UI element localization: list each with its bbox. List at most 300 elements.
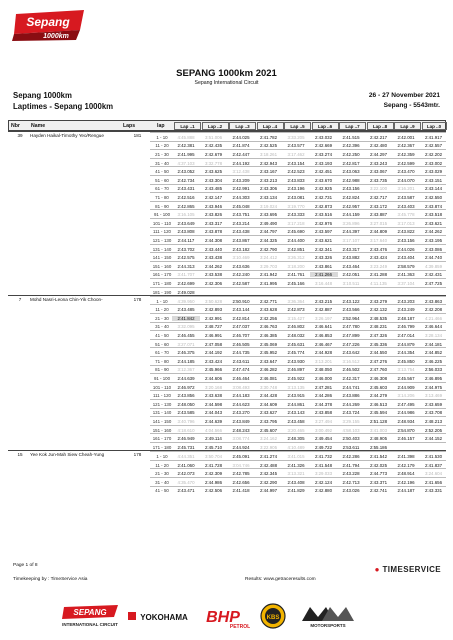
sepang-1000km-logo (10, 8, 90, 42)
lap-time-cell: 2:43.306 (259, 186, 278, 192)
lap-range: 121 - 130 (152, 401, 172, 407)
event-dates: 26 - 27 November 2021 (368, 92, 440, 99)
lap-time-cell: 2:44.852 (424, 350, 443, 356)
col-nbr: Nbr (11, 122, 20, 129)
table-row (150, 347, 446, 356)
lap-range: 71 - 80 (155, 358, 169, 364)
lap-time-cell: 2:43.052 (177, 169, 195, 175)
lap-time-cell: 2:46.949 (177, 436, 195, 442)
lap-time-cell: 2:48.934 (397, 419, 415, 425)
lap-time-cell: 3:17.013 (397, 220, 415, 226)
lap-time-cell: 2:43.195 (424, 237, 443, 243)
page-number: Page 1 of 8 (13, 563, 38, 568)
lap-time-cell: 2:44.740 (424, 255, 443, 261)
lap-time-cell: 2:43.874 (424, 203, 443, 209)
lap-time-cell: 2:55.186 (369, 444, 388, 450)
table-row (150, 339, 446, 348)
lap-time-cell: 3:16.201 (397, 186, 415, 192)
lap-time-cell: 3:08.774 (232, 436, 250, 442)
lap-range: 71 - 80 (155, 194, 169, 200)
lap-time-cell: 2:42.887 (314, 307, 333, 313)
lap-range: 21 - 30 (155, 471, 169, 477)
lap-time-cell: 2:45.091 (232, 453, 250, 459)
lap-time-cell: 2:45.603 (369, 384, 388, 390)
lap-time-cell: 2:46.385 (259, 333, 278, 339)
lap-time-cell: 3:40.796 (177, 419, 195, 425)
lap-time-cell: 2:44.909 (397, 384, 415, 390)
lap-time-cell: 2:46.282 (259, 367, 278, 373)
lap-time-cell: 2:51.128 (369, 419, 388, 425)
table-row (150, 209, 446, 218)
table-row (150, 184, 446, 193)
lap-time-cell: 2:42.873 (314, 203, 333, 209)
lap-time-cell: 2:42.309 (204, 471, 223, 477)
lap-time-cell: 3:36.364 (287, 298, 305, 304)
lap-time-cell: 2:45.690 (287, 229, 305, 235)
lap-time-cell: 2:43.642 (342, 350, 360, 356)
lap-time-cell: 2:42.893 (204, 307, 223, 313)
lap-time-cell: 3:26.197 (314, 315, 333, 321)
lap-time-cell: 2:43.695 (259, 212, 278, 218)
lap-time-cell: 2:43.143 (287, 410, 305, 416)
lap-time-cell: 2:42.741 (369, 488, 388, 494)
svg-text:YOKOHAMA: YOKOHAMA (140, 613, 188, 622)
lap-time-cell: 2:42.717 (369, 194, 388, 200)
lap-range: 171 - 180 (152, 280, 172, 286)
lap-time-cell: 3:19.770 (287, 203, 305, 209)
lap-time-cell: 2:44.262 (204, 263, 223, 269)
lap-time-cell: 2:41.917 (424, 134, 443, 140)
track-info: Sepang - 5543mtr. (383, 102, 440, 109)
lap-range: 91 - 100 (153, 376, 171, 382)
lap-time-cell: 3:20.168 (204, 384, 223, 390)
lap-time-cell: 2:44.308 (204, 237, 223, 243)
table-row (150, 149, 446, 158)
lap-time-cell: 2:43.470 (397, 169, 415, 175)
lap-time-cell: 2:41.829 (287, 488, 305, 494)
lap-time-cell: 3:29.033 (314, 471, 333, 477)
lap-time-cell: 3:22.100 (369, 186, 388, 192)
lap-time-cell: 2:49.490 (259, 220, 278, 226)
lap-time-cell: 2:45.922 (287, 376, 305, 382)
lap-time-cell: 2:43.408 (287, 479, 305, 485)
lap-time-cell: 2:43.438 (232, 229, 250, 235)
lap-time-cell: 2:43.081 (287, 194, 305, 200)
lap-time-cell: 2:46.467 (314, 341, 333, 347)
lap-time-cell: 2:44.975 (424, 384, 443, 390)
lap-time-cell: 2:41.288 (369, 272, 388, 278)
lap-time-cell: 2:43.735 (369, 177, 388, 183)
lap-time-cell: 2:47.326 (369, 333, 388, 339)
lap-time-cell: 2:43.611 (232, 358, 250, 364)
lap-time-cell: 2:42.240 (232, 272, 250, 278)
lap-time-cell: 2:44.809 (369, 229, 388, 235)
lap-time-cell: 2:43.702 (177, 246, 195, 252)
lap-time-cell: 2:43.214 (232, 220, 250, 226)
lap-time-cell: 2:42.731 (314, 194, 333, 200)
lap-time-cell: 2:43.156 (342, 186, 360, 192)
lap-range: 131 - 140 (152, 246, 172, 252)
lap-time-cell: 2:48.914 (397, 471, 415, 477)
lap-time-cell: 2:42.851 (287, 246, 305, 252)
lap-time-cell: 2:44.879 (397, 341, 415, 347)
results-url: Results: www.getraceresults.com (245, 577, 316, 582)
car-number: 39 (17, 133, 23, 138)
lap-time-cell: 2:43.134 (259, 194, 278, 200)
lap-time-cell: 2:45.850 (397, 358, 415, 364)
lap-time-cell: 2:43.424 (204, 358, 223, 364)
lap-time-cell: 2:47.899 (342, 333, 360, 339)
table-row (150, 244, 446, 253)
lap-time-cell: 2:47.780 (342, 324, 360, 330)
lap-time-cell: 4:10.489 (287, 444, 305, 450)
sponsor-mm-motorsports-logo (296, 601, 360, 631)
lap-time-cell: 2:42.396 (342, 143, 360, 149)
lap-time-cell: 2:43.063 (342, 169, 360, 175)
lap-time-cell: 2:44.279 (369, 393, 388, 399)
lap-time-cell: 2:43.724 (342, 410, 360, 416)
lap-time-cell: 2:42.734 (177, 177, 195, 183)
lap-time-cell: 2:44.297 (369, 151, 388, 157)
table-row (150, 201, 446, 210)
lap-time-cell: 2:44.025 (232, 134, 250, 140)
svg-text:SEPANG: SEPANG (73, 608, 107, 617)
event-name: Sepang 1000km (13, 91, 72, 100)
lap-time-cell: 2:43.215 (314, 298, 333, 304)
table-row (150, 416, 446, 425)
lap-time-cell: 3:29.155 (342, 419, 360, 425)
lap-time-cell: 2:46.502 (342, 367, 360, 373)
lap-time-cell: 2:43.438 (204, 255, 223, 261)
lap-range: 1 - 10 (156, 298, 168, 304)
lap-time-cell: 2:41.530 (424, 453, 443, 459)
lap-time-cell: 2:42.073 (177, 471, 195, 477)
sponsor-kbs-logo (258, 601, 288, 631)
lap-time-cell: 2:45.336 (369, 341, 388, 347)
lap-time-cell: 3:16.105 (177, 212, 195, 218)
lap-time-cell: 2:44.741 (342, 384, 360, 390)
lap-range: 61 - 70 (155, 186, 169, 192)
lap-time-cell: 4:18.610 (177, 427, 195, 433)
lap-time-cell: 2:44.286 (314, 393, 333, 399)
lap-range: 81 - 90 (155, 367, 169, 373)
lap-time-cell: 3:17.218 (287, 220, 305, 226)
lap-time-cell: 2:44.262 (424, 229, 443, 235)
lap-time-cell: 2:44.797 (259, 229, 278, 235)
lap-time-cell: 2:41.732 (314, 453, 333, 459)
lap-time-cell: 2:42.669 (314, 143, 333, 149)
lap-time-cell: 2:45.594 (369, 410, 388, 416)
lap-time-cell: 2:42.506 (204, 488, 223, 494)
lap-time-cell: 3:24.604 (424, 471, 443, 477)
lap-time-cell: 2:43.627 (259, 410, 278, 416)
lap-range: 121 - 130 (152, 237, 172, 243)
lap-time-cell: 2:43.636 (232, 263, 250, 269)
lap-time-cell: 3:16.512 (342, 358, 360, 364)
lap-time-cell: 2:43.209 (232, 177, 250, 183)
lap-time-cell: 2:44.400 (287, 237, 305, 243)
lap-time-cell: 2:41.363 (397, 272, 415, 278)
lap-range: 41 - 50 (155, 333, 169, 339)
table-row (150, 390, 446, 399)
lap-time-cell: 3:29.703 (259, 263, 278, 269)
lap-time-cell: 2:42.025 (369, 462, 388, 468)
lap-time-cell: 3:19.024 (259, 203, 278, 209)
report-title: SEPANG 1000km 2021 (176, 68, 277, 79)
lap-time-cell: 2:44.598 (204, 401, 223, 407)
lap-time-cell: 2:43.887 (369, 212, 388, 218)
lap-time-cell: 2:42.147 (204, 194, 223, 200)
lap-time-cell: 2:43.882 (342, 255, 360, 261)
lap-time-cell: 3:51.006 (204, 134, 223, 140)
lap-time-cell: 2:42.359 (397, 151, 415, 157)
lap-time-cell: 2:43.625 (204, 169, 223, 175)
sponsor-sepang-circuit-logo (60, 601, 122, 631)
lap-time-cell: 2:52.205 (424, 427, 443, 433)
lap-time-cell: 2:42.599 (397, 160, 415, 166)
lap-time-cell: 2:43.151 (424, 177, 443, 183)
lap-time-cell: 2:43.154 (287, 160, 305, 166)
lap-time-cell: 2:43.751 (232, 212, 250, 218)
lap-time-cell: 2:42.925 (314, 186, 333, 192)
lap-range: 141 - 150 (152, 255, 172, 261)
lap-time-cell: 2:43.304 (204, 177, 223, 183)
lap-time-cell: 2:43.458 (287, 419, 305, 425)
lap-time-cell: 3:22.905 (259, 444, 278, 450)
lap-time-cell: 2:42.523 (287, 169, 305, 175)
lap-time-cell: 2:43.849 (232, 419, 250, 425)
table-row (150, 278, 446, 287)
lap-time-cell: 3:32.095 (177, 324, 195, 330)
lap-time-cell: 2:43.274 (314, 151, 333, 157)
lap-time-cell: 3:13.321 (287, 471, 305, 477)
table-row (150, 425, 446, 434)
lap-range: 1 - 10 (156, 134, 168, 140)
lap-time-cell: 2:44.181 (424, 341, 443, 347)
lap-time-cell: 2:49.028 (177, 289, 195, 295)
table-row (150, 141, 446, 150)
lap-time-cell: 2:43.317 (204, 220, 223, 226)
lap-time-cell: 2:41.728 (204, 462, 223, 468)
lap-time-cell: 2:43.333 (287, 212, 305, 218)
lap-time-cell: 2:44.986 (204, 479, 223, 485)
lap-time-cell: 2:42.587 (232, 280, 250, 286)
lap-range: 11 - 20 (155, 307, 169, 313)
lap-time-cell: 2:43.538 (204, 272, 223, 278)
lap-time-cell: 2:42.290 (259, 479, 278, 485)
col-lap-3: Lap ..3 (229, 122, 256, 130)
lap-time-cell: 2:41.995 (259, 280, 278, 286)
car-number: 15 (17, 452, 23, 458)
lap-time-cell: 2:42.771 (259, 298, 278, 304)
lap-time-cell: 2:44.639 (177, 376, 195, 382)
lap-time-cell: 2:44.187 (397, 488, 415, 494)
svg-text:INTERNATIONAL CIRCUIT: INTERNATIONAL CIRCUIT (62, 622, 118, 627)
lap-time-cell: 2:41.837 (424, 462, 443, 468)
lap-range: 151 - 160 (152, 427, 172, 433)
table-row (150, 382, 446, 391)
lap-time-cell: 3:13.201 (314, 358, 333, 364)
lap-time-cell: 3:10.469 (232, 255, 250, 261)
lap-time-cell: 2:41.060 (177, 462, 195, 468)
lap-time-cell: 2:43.331 (424, 488, 443, 494)
col-lap-9: Lap ..9 (394, 122, 421, 130)
lap-time-cell: 2:46.853 (314, 333, 333, 339)
lap-time-cell: 2:42.880 (314, 488, 333, 494)
lap-time-cell: 2:45.048 (232, 203, 250, 209)
lap-time-cell: 3:37.104 (397, 280, 415, 286)
lap-time-cell: 2:48.905 (369, 436, 388, 442)
lap-time-cell: 3:41.003 (369, 427, 388, 433)
lap-time-cell: 2:43.649 (177, 220, 195, 226)
lap-time-cell: 2:46.897 (287, 367, 305, 373)
lap-time-cell: 2:43.122 (342, 298, 360, 304)
table-row (150, 356, 446, 365)
lap-time-cell: 2:42.785 (232, 471, 250, 477)
lap-time-cell: 2:58.579 (397, 263, 415, 269)
lap-time-cell: 2:46.464 (232, 376, 250, 382)
lap-time-cell: 3:17.462 (287, 151, 305, 157)
lap-time-cell: 2:43.026 (342, 488, 360, 494)
lap-time-cell: 2:44.397 (342, 229, 360, 235)
lap-time-cell: 2:43.203 (397, 298, 415, 304)
lap-time-cell: 2:43.440 (204, 246, 223, 252)
lap-time-cell: 2:42.679 (204, 151, 223, 157)
lap-time-cell: 2:46.308 (369, 376, 388, 382)
lap-range: 51 - 60 (155, 177, 169, 183)
lap-time-cell: 2:47.276 (369, 358, 388, 364)
lap-time-cell: 2:42.124 (314, 479, 333, 485)
timekeeping-credit: Timekeeping by : TimeService Asia (13, 577, 88, 582)
lap-time-cell: 2:43.638 (204, 393, 223, 399)
lap-time-cell: 2:44.639 (204, 419, 223, 425)
lap-time-cell: 2:42.516 (177, 194, 195, 200)
lap-time-cell: 2:43.808 (177, 229, 195, 235)
lap-time-cell: 2:41.542 (369, 453, 388, 459)
lap-time-cell: 3:20.465 (287, 427, 305, 433)
lap-time-cell: 4:39.859 (424, 263, 443, 269)
total-laps: 181 (133, 133, 142, 138)
lap-time-cell: 3:28.134 (424, 333, 443, 339)
lap-time-cell: 2:44.152 (424, 436, 443, 442)
table-row (150, 192, 446, 201)
driver-names: Mohd Nasri-Leona Chin-Yik Choon- (30, 296, 103, 302)
table-row (150, 460, 446, 469)
col-lap-2: Lap ..2 (202, 122, 229, 130)
lap-time-cell: 2:44.609 (259, 401, 278, 407)
lap-time-cell: 3:15.427 (287, 315, 305, 321)
lap-time-cell: 2:43.182 (232, 246, 250, 252)
lap-time-cell: 2:54.870 (397, 427, 415, 433)
lap-time-cell: 2:46.799 (397, 324, 415, 330)
lap-time-cell: 2:49.722 (314, 444, 333, 450)
table-row (150, 218, 446, 227)
car-number: 7 (18, 296, 22, 302)
lap-time-cell: 2:42.447 (232, 151, 250, 157)
svg-text:BHP: BHP (206, 609, 240, 626)
lap-time-cell: 2:44.924 (232, 444, 250, 450)
lap-time-cell: 2:42.988 (342, 177, 360, 183)
lap-time-cell: 2:42.317 (342, 376, 360, 382)
lap-time-cell: 2:43.587 (397, 194, 415, 200)
lap-time-cell: 2:42.817 (342, 160, 360, 166)
table-row (150, 365, 446, 374)
lap-time-cell: 2:43.144 (232, 307, 250, 313)
lap-time-cell: 2:43.670 (314, 177, 333, 183)
lap-time-cell: 2:46.375 (177, 350, 195, 356)
table-row (150, 252, 446, 261)
lap-time-cell: 2:42.286 (342, 453, 360, 459)
lap-time-cell: 2:44.623 (232, 401, 250, 407)
lap-time-cell: 2:42.699 (177, 280, 195, 286)
lap-range: 1 - 10 (156, 453, 168, 459)
lap-time-cell: 2:43.464 (342, 263, 360, 269)
lap-time-cell: 2:45.069 (259, 341, 278, 347)
lap-time-cell: 2:43.577 (287, 143, 305, 149)
lap-time-cell: 4:04.566 (204, 427, 223, 433)
lap-range: 31 - 40 (155, 324, 169, 330)
lap-time-cell: 2:43.659 (424, 401, 443, 407)
lap-time-cell: 3:17.640 (369, 237, 388, 243)
lap-time-cell: 2:42.256 (259, 315, 278, 321)
table-row (150, 399, 446, 408)
lap-time-cell: 2:43.270 (232, 410, 250, 416)
lap-time-cell: 2:45.731 (177, 444, 195, 450)
lap-time-cell: 2:44.997 (259, 488, 278, 494)
lap-time-cell: 2:44.183 (232, 393, 250, 399)
lap-time-cell: 2:56.033 (424, 367, 443, 373)
lap-time-cell: 4:39.950 (177, 298, 195, 304)
lap-time-cell: 4:37.103 (177, 160, 195, 166)
table-row (150, 468, 446, 477)
lap-time-cell: 2:42.341 (314, 246, 333, 252)
lap-range: 41 - 50 (155, 169, 169, 175)
total-laps: 178 (133, 296, 142, 302)
lap-time-cell: 2:48.535 (369, 315, 388, 321)
lap-time-cell: 2:48.050 (177, 401, 195, 407)
lap-time-cell: 3:30.748 (259, 384, 278, 390)
lap-time-cell: 2:42.381 (177, 143, 195, 149)
lap-time-cell: 2:45.567 (397, 376, 415, 382)
lap-time-cell: 2:41.326 (287, 462, 305, 468)
lap-range: 51 - 60 (155, 341, 169, 347)
lap-time-cell: 2:43.930 (287, 358, 305, 364)
lap-time-cell: 2:44.185 (177, 358, 195, 364)
table-row (150, 313, 446, 322)
lap-time-cell: 2:41.842 (172, 316, 200, 321)
svg-text:1000km: 1000km (43, 33, 69, 40)
lap-time-cell: 2:43.002 (424, 160, 443, 166)
lap-time-cell: 2:43.067 (369, 169, 388, 175)
lap-time-cell: 2:43.485 (177, 307, 195, 313)
lap-time-cell: 3:23.249 (369, 263, 388, 269)
lap-time-cell: 2:46.707 (232, 333, 250, 339)
lap-time-cell: 2:43.086 (424, 246, 443, 252)
lap-time-cell: 2:43.317 (342, 246, 360, 252)
lap-time-cell: 2:42.713 (342, 479, 360, 485)
driver-names: Hayden Haikal-Timothy Yeo/Rengue (30, 133, 104, 138)
total-laps: 178 (133, 452, 142, 458)
lap-time-cell: 2:48.032 (287, 333, 305, 339)
lap-time-cell: 3:04.746 (232, 462, 250, 468)
lap-range: 21 - 30 (155, 151, 169, 157)
lap-time-cell: 2:42.001 (397, 134, 415, 140)
table-row (150, 227, 446, 236)
lap-time-cell: 2:48.050 (314, 367, 333, 373)
lap-time-cell: 2:42.957 (342, 203, 360, 209)
lap-time-cell: 2:45.774 (287, 350, 305, 356)
table-row (150, 296, 446, 305)
